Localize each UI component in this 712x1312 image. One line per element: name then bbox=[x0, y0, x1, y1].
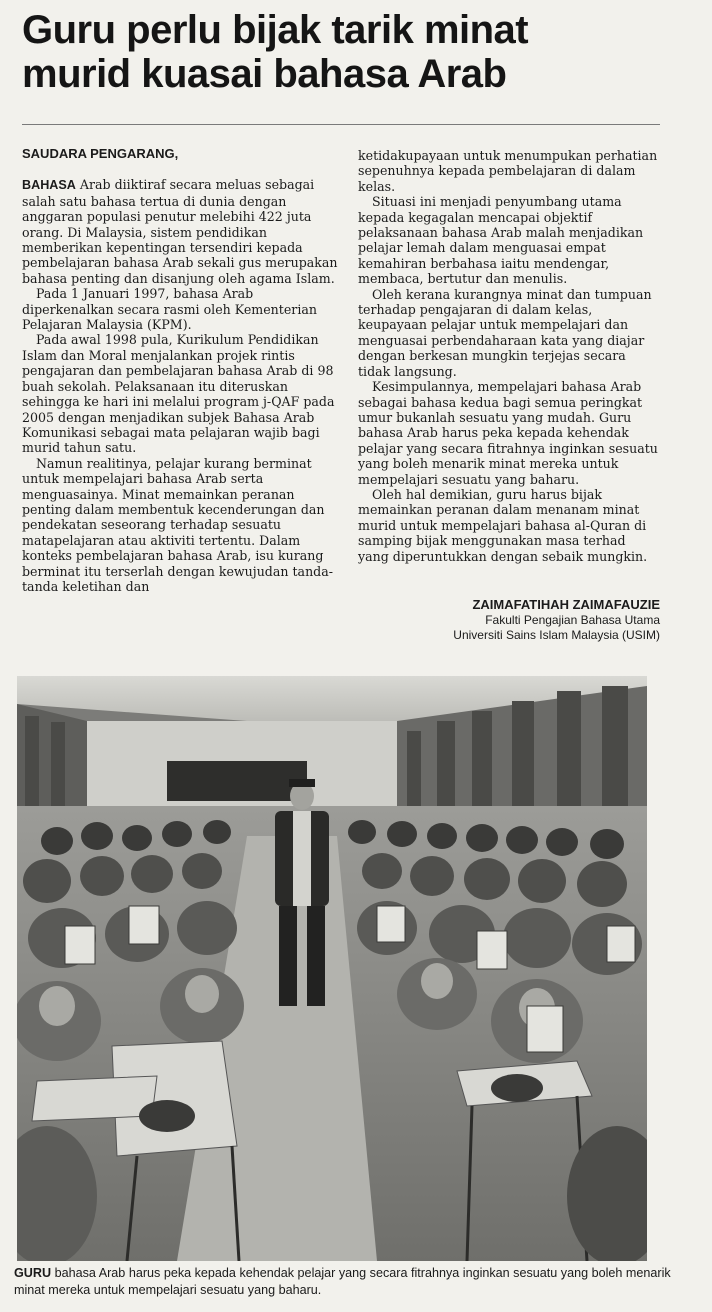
paragraph-2: Pada 1 Januari 1997, bahasa Arab diperkenalkan secara rasmi oleh Kementerian Pelajaran Malaysia (KPM). bbox=[22, 286, 317, 333]
salutation: SAUDARA PENGARANG, bbox=[22, 146, 179, 161]
headline-line-2: murid kuasai bahasa Arab bbox=[22, 52, 507, 96]
caption-text: bahasa Arab harus peka kepada kehendak pelajar yang secara fitrahnya inginkan sesuatu yang boleh menarik minat mereka untuk mempelajari sesuatu yang baharu. bbox=[14, 1266, 671, 1297]
left-column bbox=[22, 146, 344, 594]
caption-lead-word: GURU bbox=[14, 1266, 52, 1280]
paragraph-3: Pada awal 1998 pula, Kurikulum Pendidikan Islam dan Moral menjalankan projek rintis pengajaran dan pembelajaran bahasa Arab di 98 buah sekolah. Pelaksanaan itu diteruskan sehingga ke hari ini melalui program j-QAF pada 2005 dengan menjadikan subjek Bahasa Arab Komunikasi sebagai mata pelajaran wajib bagi murid tahun satu. bbox=[22, 332, 335, 456]
paragraph-7: Kesimpulannya, mempelajari bahasa Arab sebagai bahasa kedua bagi semua peringkat umur bukanlah sesuatu yang mudah. Guru bahasa Arab harus peka kepada kehendak pelajar yang secara fitrahnya inginkan sesuatu yang boleh menarik minat mereka untuk mempelajari sesuatu yang baharu. bbox=[358, 379, 658, 487]
paragraph-continuation: ketidakupayaan untuk menumpukan perhatian sepenuhnya kepada pembelajaran di dalam kelas. bbox=[358, 148, 658, 194]
paragraph-1 bbox=[22, 177, 344, 286]
byline bbox=[360, 596, 660, 643]
author-affiliation-1: Fakulti Pengajian Bahasa Utama bbox=[485, 613, 660, 627]
photo-caption bbox=[14, 1265, 684, 1298]
paragraph-5: Situasi ini menjadi penyumbang utama kepada kegagalan mencapai objektif pelaksanaan bahasa Arab malah menjadikan pelajar lemah dalam menguasai empat kemahiran berbahasa iaitu mendengar, membaca, bertutur dan menulis. bbox=[358, 194, 644, 287]
paragraph-1-text: Arab diiktiraf secara meluas sebagai salah satu bahasa tertua di dunia dengan anggaran populasi penutur melebihi 422 juta orang. Di Malaysia, sistem pendidikan memberikan kepentingan tersendiri kepada pembelajaran bahasa Arab sekali gus merupakan bahasa penting dan disanjung oleh agama Islam. bbox=[22, 177, 338, 286]
classroom-photo-illustration bbox=[17, 676, 647, 1261]
headline-line-1: Guru perlu bijak tarik minat bbox=[22, 8, 529, 52]
author-affiliation-2: Universiti Sains Islam Malaysia (USIM) bbox=[453, 628, 660, 642]
paragraph-4: Namun realitinya, pelajar kurang berminat untuk mempelajari bahasa Arab serta menguasainya. Minat memainkan peranan penting dalam membentuk kecenderungan dan pendekatan seseorang terhadap sesuatu matapelajaran atau aktiviti tertentu. Dalam konteks pembelajaran bahasa Arab, isu kurang berminat itu terserlah dengan kewujudan tanda-tanda keletihan dan bbox=[22, 455, 334, 594]
headline bbox=[22, 8, 692, 96]
paragraph-6: Oleh kerana kurangnya minat dan tumpuan terhadap pengajaran di dalam kelas, keupayaan pelajar untuk mempelajari dan menguasai perbendaharaan kata yang diajar dengan berkesan mungkin terjejas secara tidak langsung. bbox=[358, 286, 652, 379]
classroom-photo bbox=[17, 676, 647, 1261]
author-name: ZAIMAFATIHAH ZAIMAFAUZIE bbox=[472, 597, 660, 612]
paragraph-8: Oleh hal demikian, guru harus bijak memainkan peranan dalam menanam minat murid untuk mempelajari bahasa al-Quran di samping bijak menggunakan masa terhad yang diperuntukkan dengan sebaik mungkin. bbox=[358, 486, 648, 564]
headline-rule bbox=[22, 124, 660, 125]
lead-word: BAHASA bbox=[22, 178, 76, 193]
right-column bbox=[358, 148, 660, 564]
